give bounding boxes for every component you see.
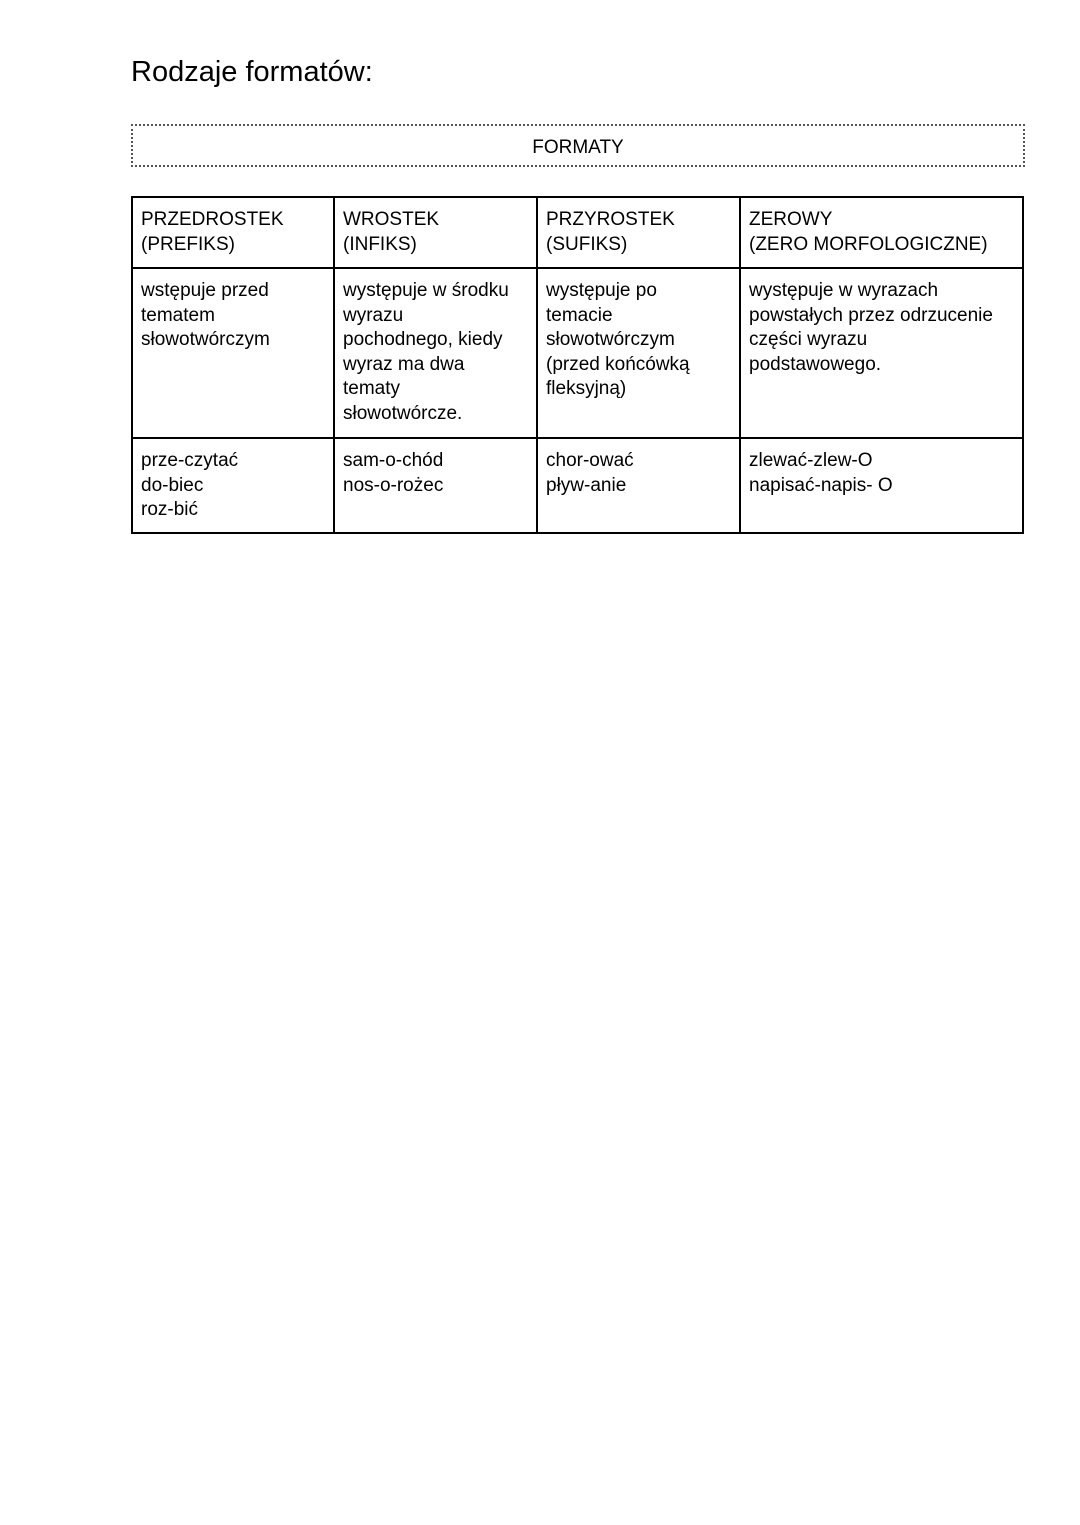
header-cell-zero: ZEROWY (ZERO MORFOLOGICZNE) bbox=[740, 197, 1023, 268]
example-cell-infix: sam-o-chód nos-o-rożec bbox=[334, 438, 537, 533]
description-cell-suffix: występuje po temacie słowotwórczym (przed końcówką fleksyjną) bbox=[537, 268, 740, 438]
formats-label: FORMATY bbox=[532, 137, 624, 158]
example-cell-prefix: prze-czytać do-biec roz-bić bbox=[132, 438, 334, 533]
header-cell-prefix: PRZEDROSTEK (PREFIKS) bbox=[132, 197, 334, 268]
description-cell-zero: występuje w wyrazach powstałych przez odrzucenie części wyrazu podstawowego. bbox=[740, 268, 1023, 438]
formats-table bbox=[131, 196, 1024, 534]
example-cell-suffix: chor-ować pływ-anie bbox=[537, 438, 740, 533]
table-row-descriptions bbox=[132, 268, 1023, 438]
description-cell-prefix: wstępuje przed tematem słowotwórczym bbox=[132, 268, 334, 438]
table-header-row bbox=[132, 197, 1023, 268]
description-cell-infix: występuje w środku wyrazu pochodnego, kiedy wyraz ma dwa tematy słowotwórcze. bbox=[334, 268, 537, 438]
header-cell-suffix: PRZYROSTEK (SUFIKS) bbox=[537, 197, 740, 268]
example-cell-zero: zlewać-zlew-O napisać-napis- O bbox=[740, 438, 1023, 533]
table-row-examples bbox=[132, 438, 1023, 533]
formats-label-box bbox=[131, 124, 1025, 167]
page-title: Rodzaje formatów: bbox=[131, 56, 373, 88]
header-cell-infix: WROSTEK (INFIKS) bbox=[334, 197, 537, 268]
